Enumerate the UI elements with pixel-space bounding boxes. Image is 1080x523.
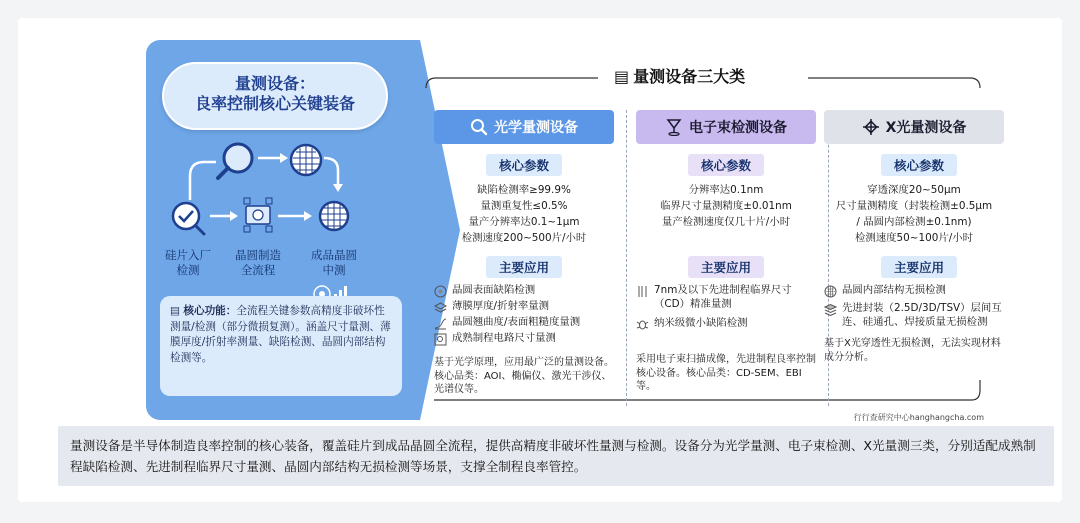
app-text: 先进封装（2.5D/3D/TSV）层间互连、硅通孔、焊接质量无损检测 [842,302,1002,328]
core-function-label: 核心功能： [183,305,237,317]
bug-icon [636,318,649,331]
flow-step-fab: 晶圆制造 全流程 [235,248,281,277]
app-item [434,332,614,346]
app-text: 晶圆内部结构无损检测 [842,284,946,296]
ebeam-apps-title: 主要应用 [688,256,764,278]
app-text: 成熟制程电路尺寸量测 [452,332,556,344]
column-optical-header [434,110,614,144]
param-item: 分辨率达0.1nm [688,184,764,196]
optical-apps-title: 主要应用 [486,256,562,278]
left-title [162,62,388,130]
app-item [434,284,614,298]
xray-params [824,182,1004,246]
param-item: 量产分辨率达0.1~1μm [468,216,580,228]
fab-process-icon [244,198,272,232]
param-item: 检测速度50~100片/小时 [855,232,973,244]
param-item: 缺陷检测率≥99.9% [477,184,571,196]
infographic [146,40,1002,430]
column-ebeam [636,110,816,394]
left-title-line1: 量测设备： [234,74,315,93]
optical-apps [434,284,614,346]
column-divider [626,110,627,406]
app-item [636,317,816,331]
xray-params-title: 核心参数 [881,154,957,176]
param-item: 量测重复性≤0.5% [480,200,568,212]
wafer-grid-icon [824,285,837,298]
optical-desc: 基于光学原理，应用最广泛的量测设备。核心品类：AOI、椭偏仪、激光干涉仪、光谱仪等。 [434,357,614,395]
xray-desc: 基于X光穿透性无损检测，无法实现材料成分分析。 [824,338,1001,363]
column-ebeam-header [636,110,816,144]
caption-box [58,426,1054,486]
app-item [434,300,614,314]
magnifier-top-icon [218,144,252,178]
column-xray [814,110,1004,364]
core-function-text [170,304,392,366]
section-title [614,64,745,87]
layers-icon [434,301,447,314]
wafer-top-icon [291,145,321,175]
optical-params [434,182,614,246]
xray-icon [862,118,880,136]
column-xray-title: X光量测设备 [885,120,967,136]
column-optical [434,110,614,397]
flow-step-incoming: 硅片入厂 检测 [165,248,211,277]
app-item [636,284,816,311]
inspect-icon [434,333,447,346]
caption-text: 量测设备是半导体制造良率控制的核心装备，覆盖硅片到成品晶圆全流程，提供高精度非破坏性量测与检测。设备分为光学量测、电子束检测、X光量测三类，分别适配成熟制程缺陷检测、先进制程临界尺寸量测、晶圆内部结构无损检测等场景，支撑全制程良率管控。 [70,438,1036,474]
app-item [824,284,1004,298]
core-function-body: 全流程关键参数高精度非破坏性测量/检测（部分微损复测）。涵盖尺寸量测、薄膜厚度/折射率测量、缺陷检测、晶圆内部结构检测等。 [170,305,391,364]
ebeam-desc: 采用电子束扫描成像，先进制程良率控制核心设备。核心品类：CD-SEM、EBI等。 [636,354,816,392]
stack-icon [824,303,837,316]
app-item [824,302,1004,329]
section-title-text: 量测设备三大类 [633,67,746,86]
check-wafer-icon [173,203,204,234]
app-text: 薄膜厚度/折射率量测 [452,300,550,312]
wafer-defect-icon [434,285,447,298]
column-ebeam-title: 电子束检测设备 [689,120,787,136]
app-text: 晶圆表面缺陷检测 [452,284,536,296]
process-flow [146,136,416,286]
flow-step-final: 成品晶圆 中测 [311,248,357,277]
app-item [434,316,614,330]
clipboard-icon: ▤ [170,305,184,317]
core-function-box [160,296,402,396]
param-item: 穿透深度20~50μm [867,184,961,196]
param-item: 检测速度200~500片/小时 [461,232,587,244]
node-icon [636,285,649,298]
xray-apps [824,284,1004,329]
column-optical-title: 光学量测设备 [494,120,578,136]
app-text: 纳米级微小缺陷检测 [654,317,748,329]
clipboard-icon: ▤ [614,67,630,86]
ebeam-params [636,182,816,230]
left-title-line2: 良率控制核心关键装备 [194,94,355,113]
param-item: 尺寸量测精度（封装检测±0.5μm [835,200,993,212]
source-credit: 行行查研究中心hanghangcha.com [853,413,984,422]
xray-apps-title: 主要应用 [881,256,957,278]
finished-wafer-icon [320,202,348,231]
electron-beam-icon [665,118,683,136]
param-item: 量产检测速度仅几十片/小时 [661,216,791,228]
curve-icon [434,317,447,330]
ebeam-params-title: 核心参数 [688,154,764,176]
app-text: 晶圆翘曲度/表面粗糙度量测 [452,316,581,328]
magnifier-icon [470,118,488,136]
optical-params-title: 核心参数 [486,154,562,176]
column-xray-header [824,110,1004,144]
param-item: / 晶圆内部检测±0.1nm) [856,216,972,228]
app-text: 7nm及以下先进制程临界尺寸（CD）精准量测 [654,284,792,310]
param-item: 临界尺寸量测精度±0.01nm [660,200,792,212]
ebeam-apps [636,284,816,331]
content-card [18,18,1062,502]
